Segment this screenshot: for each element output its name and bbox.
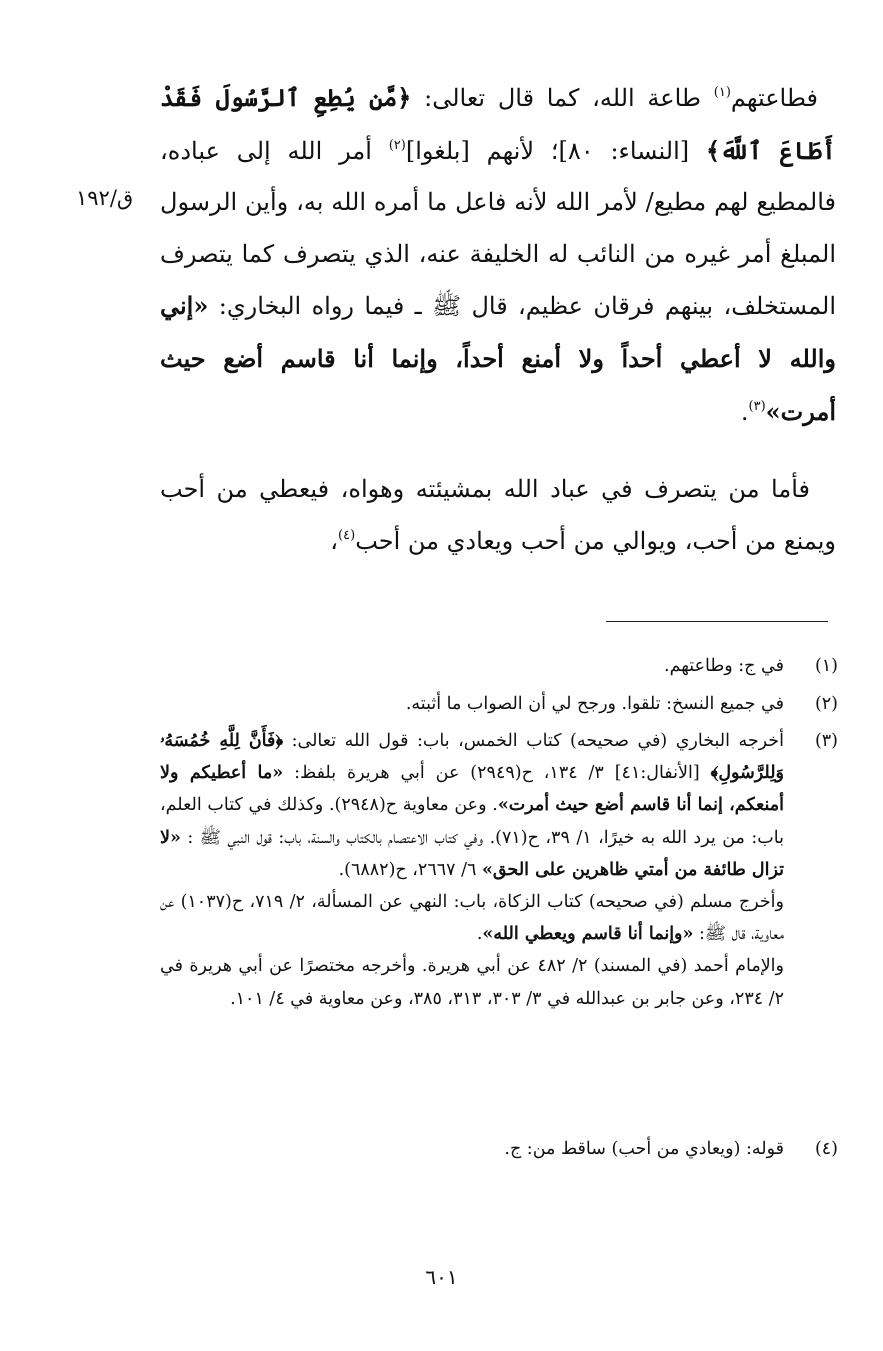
hadith-quote: «وإنما أنا قاسم ويعطي الله» xyxy=(482,924,694,945)
main-text xyxy=(160,72,836,567)
text-segment: وأخرج مسلم (في صحيحه) كتاب الزكاة، باب: النهي عن المسألة، ٢/ ٧١٩، ح(١٠٣٧) عن معاوية، قال ﷺ: xyxy=(160,892,784,945)
quran-quote: ﴿مَّن يُطِعِ ٱلرَّسُولَ فَقَدْ أَطَاعَ ٱللَّهَ﴾ xyxy=(160,83,836,165)
text-segment: . xyxy=(476,924,483,945)
footnote-separator xyxy=(606,621,828,622)
text-segment: . وعن معاوية ح(٢٩٤٨). وكذلك في كتاب العلم، باب: من يرد الله به خيرًا، ١/ ٣٩، ح(٧١). وفي كتاب الاعتصام بالكتاب والسنة، باب: قول النبي ﷺ : xyxy=(160,795,784,848)
quran-quote: ﴿فَأَنَّ لِلَّهِ خُمُسَهُۥ وَلِلرَّسُولِ﴾ xyxy=(160,731,784,784)
text-segment: [الأنفال:٤١] ٣/ ١٣٤، ح(٢٩٤٩) عن أبي هريرة بلفظ: xyxy=(283,763,711,784)
footnote-number: (١) xyxy=(814,656,838,676)
footnote-text xyxy=(160,725,784,1015)
footnote-number: (٣) xyxy=(814,731,838,751)
text-segment: أمر الله إلى عباده، فالمطيع لهم مطيع/ لأمر الله لأنه فاعل ما أمره الله به، وأين الرسول المبلغ أمر غيره من النائب له الخليفة عنه، الذي يتصرف كما يتصرف المستخلف، بينهم فرقان عظيم، قال ﷺ ـ فيما رواه البخاري: xyxy=(160,136,836,321)
footnote-1 xyxy=(160,650,836,682)
footnote-ref-2[interactable]: (٢) xyxy=(388,137,406,153)
text-segment: . xyxy=(740,397,749,426)
footnote-ref-1[interactable]: (١) xyxy=(713,85,731,100)
footnote-text: قوله: (ويعادي من أحب) ساقط من: ج. xyxy=(504,1139,784,1159)
text-segment: أخرجه البخاري (في صحيحه) كتاب الخمس، باب: قول الله تعالى: xyxy=(283,731,784,751)
footnote-text: في جميع النسخ: تلقوا. ورجح لي أن الصواب ما أثبته. xyxy=(405,694,784,714)
footnote-number: (٢) xyxy=(814,694,838,714)
footnote-3 xyxy=(160,725,836,1015)
text-segment: والإمام أحمد (في المسند) ٢/ ٤٨٢ عن أبي هريرة. وأخرجه مختصرًا عن أبي هريرة في ٢/ ٢٣٤، وعن جابر بن عبدالله في ٣/ ٣٠٣، ٣١٣، ٣٨٥، وعن معاوية في ٤/ ١٠١. xyxy=(160,956,784,1009)
text-segment: ، xyxy=(330,526,339,555)
paragraph-2 xyxy=(160,464,836,567)
text-segment: ٦/ ٢٦٦٧، ح(٦٨٨٢). xyxy=(338,859,482,880)
hadith-quote: «إني والله لا أعطي أحداً ولا أمنع أحداً، وإنما أنا قاسم أضع حيث أمرت» xyxy=(160,291,836,426)
page-number: ٦٠١ xyxy=(425,1265,458,1289)
footnote-2 xyxy=(160,688,836,720)
hadith-quote: «لا تزال طائفة من أمتي ظاهرين على الحق» xyxy=(160,827,784,880)
paragraph-1 xyxy=(160,72,836,438)
text-segment: فأما من يتصرف في عباد الله بمشيئته وهواه، فيعطي من أحب ويمنع من أحب، ويوالي من أحب ويعادي من أحب xyxy=(160,475,836,555)
text-segment: طاعة الله، كما قال تعالى: xyxy=(411,84,714,112)
hadith-quote: «ما أعطيكم ولا أمنعكم، إنما أنا قاسم أضع حيث أمرت» xyxy=(160,763,784,816)
text-segment: فطاعتهم xyxy=(730,84,818,112)
manuscript-folio-reference: ق/١٩٢ xyxy=(76,186,134,210)
footnote-4 xyxy=(160,1133,836,1165)
footnote-ref-4[interactable]: (٤) xyxy=(338,527,356,543)
footnote-text: في ج: وطاعتهم. xyxy=(664,656,784,676)
text-segment: [النساء: ٨٠]؛ لأنهم [بلغوا] xyxy=(405,136,706,165)
footnote-ref-3[interactable]: (٣) xyxy=(748,398,766,414)
footnote-number: (٤) xyxy=(814,1139,838,1159)
